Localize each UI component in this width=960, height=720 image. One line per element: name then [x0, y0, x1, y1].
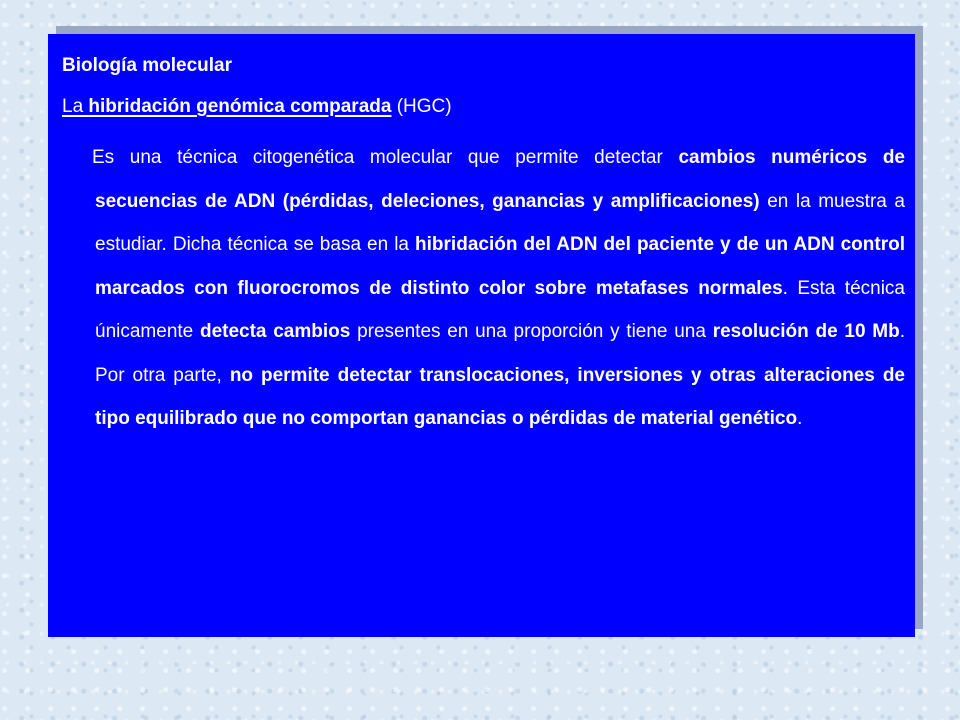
paragraph-segment: Es una técnica citogenética molecular que permite detectar: [92, 147, 679, 168]
paragraph-segment-bold: cambios numéricos de secuencias de ADN (pérdidas, deleciones, ganancias y amplificaciones): [95, 147, 906, 212]
paragraph-segment-bold: resolución de 10 Mb: [712, 321, 900, 342]
paragraph-segment-bold: hibridación del ADN del paciente y de un ADN control marcados con fluorocromos de distinto color sobre metafases normales: [95, 234, 905, 299]
paragraph-segment-bold: detecta cambios: [199, 321, 351, 342]
slide-heading: Biología molecular: [62, 55, 232, 76]
subtitle-prefix: La: [62, 96, 89, 117]
paragraph-segment: presentes en una proporción y tiene una: [350, 321, 713, 342]
body-paragraph: [92, 136, 906, 441]
paragraph-segment: . Esta técnica únicamente: [95, 277, 905, 342]
subtitle-bold-term: hibridación genómica comparada: [88, 96, 392, 117]
subtitle-underlined: [62, 96, 391, 117]
paragraph-segment-bold: no permite detectar translocaciones, inversiones y otras alteraciones de tipo equilibrado que no comportan ganancias o pérdidas de material genético: [95, 364, 905, 429]
paragraph-segment: .: [797, 408, 803, 429]
slide-subtitle: [62, 95, 452, 119]
slide-content-box: [48, 34, 915, 637]
paragraph-segment: . Por otra parte,: [95, 321, 905, 386]
subtitle-suffix: (HGC): [391, 96, 452, 117]
paragraph-segment: en la muestra a estudiar. Dicha técnica se basa en la: [95, 190, 905, 255]
